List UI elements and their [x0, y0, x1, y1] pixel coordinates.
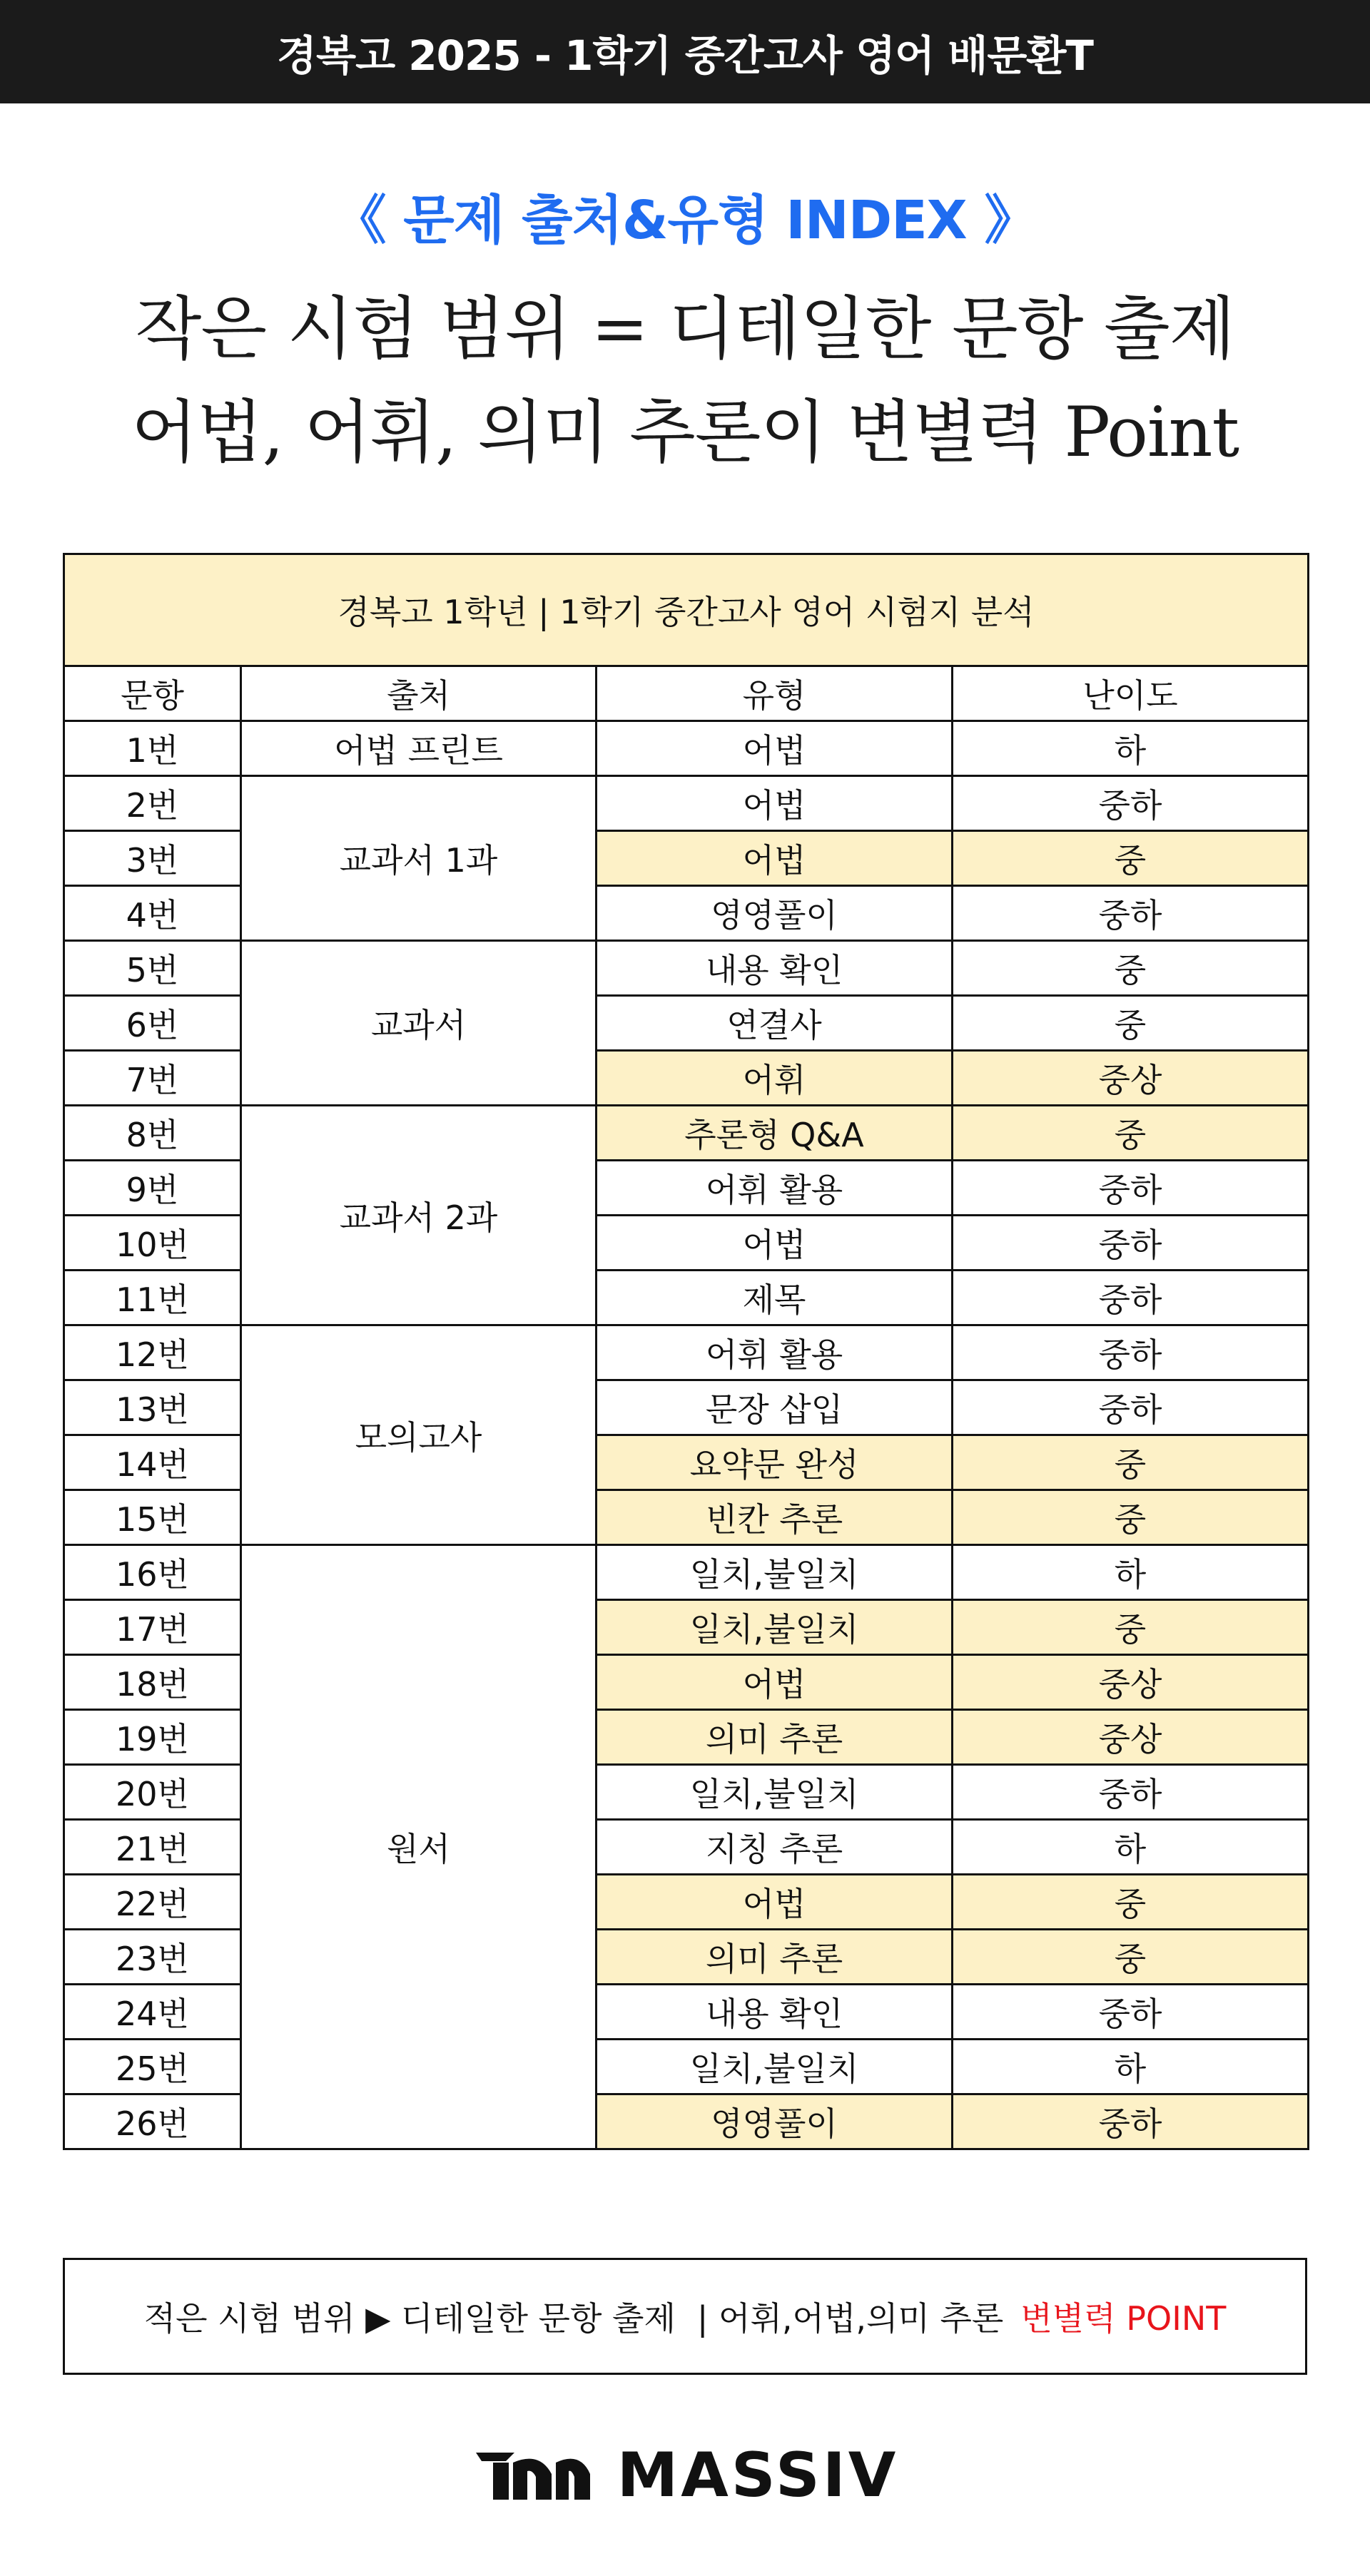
- difficulty-cell: 중하: [953, 1380, 1309, 1435]
- question-number-cell: 24번: [64, 1985, 241, 2040]
- column-header-type: 유형: [597, 666, 953, 721]
- banner-title: 경복고 2025 - 1학기 중간고사 영어 배문환T: [277, 31, 1093, 80]
- question-number-cell: 26번: [64, 2094, 241, 2149]
- question-number-cell: 11번: [64, 1271, 241, 1325]
- question-number-cell: 21번: [64, 1820, 241, 1875]
- summary-text-2: | 어휘,어법,의미 추론: [696, 2299, 1004, 2338]
- question-type-cell: 지칭 추론: [597, 1820, 953, 1875]
- question-type-cell: 제목: [597, 1271, 953, 1325]
- question-type-cell: 요약문 완성: [597, 1435, 953, 1490]
- question-number-cell: 13번: [64, 1380, 241, 1435]
- source-cell: 원서: [241, 1545, 597, 2149]
- question-type-cell: 어법: [597, 831, 953, 886]
- difficulty-cell: 중: [953, 1600, 1309, 1655]
- question-number-cell: 17번: [64, 1600, 241, 1655]
- question-number-cell: 7번: [64, 1051, 241, 1106]
- table-row: [64, 1545, 1309, 1600]
- question-type-cell: 어법: [597, 1655, 953, 1710]
- question-type-cell: 일치,불일치: [597, 1545, 953, 1600]
- difficulty-cell: 중하: [953, 1161, 1309, 1216]
- question-type-cell: 어휘: [597, 1051, 953, 1106]
- question-type-cell: 일치,불일치: [597, 1765, 953, 1820]
- difficulty-cell: 중상: [953, 1710, 1309, 1765]
- difficulty-cell: 중: [953, 1930, 1309, 1985]
- table-row: [64, 941, 1309, 996]
- source-cell: 교과서 1과: [241, 776, 597, 941]
- question-number-cell: 22번: [64, 1875, 241, 1930]
- brand-name: MASSIV: [616, 2440, 899, 2511]
- question-number-cell: 23번: [64, 1930, 241, 1985]
- question-number-cell: 3번: [64, 831, 241, 886]
- difficulty-cell: 중: [953, 831, 1309, 886]
- difficulty-cell: 중: [953, 941, 1309, 996]
- table-row: [64, 1106, 1309, 1161]
- question-type-cell: 일치,불일치: [597, 1600, 953, 1655]
- question-type-cell: 내용 확인: [597, 1985, 953, 2040]
- source-cell: 교과서 2과: [241, 1106, 597, 1325]
- index-heading: 《 문제 출처&유형 INDEX 》: [333, 190, 1037, 251]
- top-banner: [0, 0, 1370, 103]
- question-number-cell: 4번: [64, 886, 241, 941]
- difficulty-cell: 하: [953, 721, 1309, 776]
- question-type-cell: 문장 삽입: [597, 1380, 953, 1435]
- question-number-cell: 5번: [64, 941, 241, 996]
- source-cell: 모의고사: [241, 1325, 597, 1545]
- question-type-cell: 추론형 Q&A: [597, 1106, 953, 1161]
- source-cell: 교과서: [241, 941, 597, 1106]
- table-header-row: [64, 666, 1309, 721]
- question-number-cell: 20번: [64, 1765, 241, 1820]
- summary-highlight: 변별력 POINT: [1020, 2299, 1227, 2338]
- question-type-cell: 내용 확인: [597, 941, 953, 996]
- question-number-cell: 8번: [64, 1106, 241, 1161]
- question-type-cell: 어휘 활용: [597, 1161, 953, 1216]
- difficulty-cell: 중상: [953, 1655, 1309, 1710]
- question-number-cell: 16번: [64, 1545, 241, 1600]
- question-number-cell: 10번: [64, 1216, 241, 1271]
- difficulty-cell: 중: [953, 1435, 1309, 1490]
- difficulty-cell: 중: [953, 1490, 1309, 1545]
- question-number-cell: 6번: [64, 996, 241, 1051]
- difficulty-cell: 중하: [953, 1271, 1309, 1325]
- question-type-cell: 어휘 활용: [597, 1325, 953, 1380]
- question-number-cell: 9번: [64, 1161, 241, 1216]
- difficulty-cell: 중하: [953, 1325, 1309, 1380]
- question-type-cell: 영영풀이: [597, 886, 953, 941]
- table-title: 경복고 1학년 | 1학기 중간고사 영어 시험지 분석: [64, 554, 1309, 666]
- question-type-cell: 빈칸 추론: [597, 1490, 953, 1545]
- difficulty-cell: 중: [953, 996, 1309, 1051]
- difficulty-cell: 하: [953, 1545, 1309, 1600]
- difficulty-cell: 하: [953, 1820, 1309, 1875]
- analysis-table: [63, 553, 1309, 2150]
- difficulty-cell: 중하: [953, 886, 1309, 941]
- table-body: [64, 721, 1309, 2149]
- source-cell: 어법 프린트: [241, 721, 597, 776]
- question-type-cell: 어법: [597, 1216, 953, 1271]
- table-row: [64, 1325, 1309, 1380]
- question-number-cell: 14번: [64, 1435, 241, 1490]
- difficulty-cell: 하: [953, 2040, 1309, 2094]
- question-type-cell: 연결사: [597, 996, 953, 1051]
- difficulty-cell: 중하: [953, 1765, 1309, 1820]
- column-header-number: 문항: [64, 666, 241, 721]
- question-number-cell: 19번: [64, 1710, 241, 1765]
- question-number-cell: 25번: [64, 2040, 241, 2094]
- question-number-cell: 12번: [64, 1325, 241, 1380]
- difficulty-cell: 중하: [953, 2094, 1309, 2149]
- summary-text-1: 적은 시험 범위 ▶ 디테일한 문항 출제: [143, 2299, 676, 2338]
- table-row: [64, 776, 1309, 831]
- difficulty-cell: 중: [953, 1875, 1309, 1930]
- difficulty-cell: 중하: [953, 1985, 1309, 2040]
- question-number-cell: 15번: [64, 1490, 241, 1545]
- difficulty-cell: 중: [953, 1106, 1309, 1161]
- question-number-cell: 18번: [64, 1655, 241, 1710]
- question-type-cell: 일치,불일치: [597, 2040, 953, 2094]
- column-header-source: 출처: [241, 666, 597, 721]
- brand-logo: [0, 2440, 1370, 2511]
- headline-line-1: 작은 시험 범위 = 디테일한 문항 출제: [135, 289, 1235, 369]
- question-type-cell: 어법: [597, 721, 953, 776]
- difficulty-cell: 중상: [953, 1051, 1309, 1106]
- difficulty-cell: 중하: [953, 776, 1309, 831]
- question-type-cell: 의미 추론: [597, 1930, 953, 1985]
- question-type-cell: 어법: [597, 776, 953, 831]
- analysis-table-wrapper: [63, 553, 1307, 2150]
- question-type-cell: 의미 추론: [597, 1710, 953, 1765]
- question-number-cell: 2번: [64, 776, 241, 831]
- question-type-cell: 영영풀이: [597, 2094, 953, 2149]
- table-row: [64, 721, 1309, 776]
- headline-line-2: 어법, 어휘, 의미 추론이 변별력 Point: [131, 392, 1239, 472]
- question-type-cell: 어법: [597, 1875, 953, 1930]
- question-number-cell: 1번: [64, 721, 241, 776]
- column-header-difficulty: 난이도: [953, 666, 1309, 721]
- summary-box: [63, 2258, 1307, 2375]
- massiv-logo-icon: [472, 2445, 593, 2505]
- difficulty-cell: 중하: [953, 1216, 1309, 1271]
